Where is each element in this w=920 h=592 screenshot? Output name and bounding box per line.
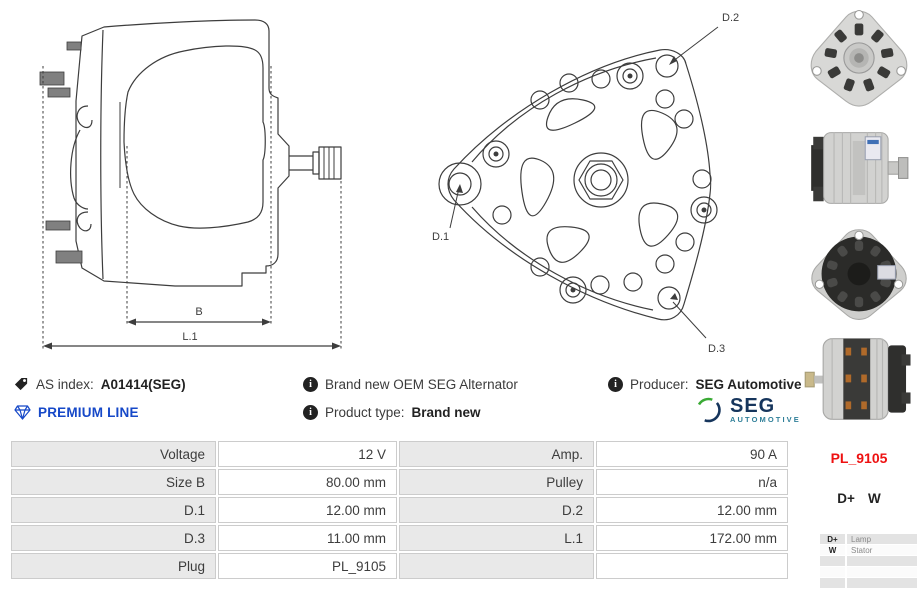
seg-logo-text: SEG	[730, 394, 776, 417]
pinout-desc: Stator	[847, 545, 917, 555]
dimension-label-d2: D.2	[722, 12, 740, 24]
spec-label: Voltage	[11, 441, 216, 467]
producer-row	[608, 377, 802, 392]
technical-drawing-side-view	[12, 6, 347, 364]
spec-label: Plug	[11, 553, 216, 579]
producer-label: Producer:	[630, 377, 689, 392]
spec-label: D.3	[11, 525, 216, 551]
seg-automotive-logo	[694, 395, 801, 425]
pinout-pin	[820, 578, 845, 588]
as-index-value: A01414(SEG)	[100, 377, 186, 392]
dimension-label-l1: L.1	[182, 331, 198, 343]
product-photo-angle[interactable]	[803, 322, 915, 436]
spec-value: 80.00 mm	[218, 469, 397, 495]
tag-icon	[14, 377, 29, 392]
brand-row	[303, 377, 518, 392]
dimension-label-d3: D.3	[708, 343, 726, 355]
pinout-pin	[820, 567, 845, 577]
plug-code: PL_9105	[830, 450, 888, 466]
technical-drawing-front-view	[388, 2, 753, 362]
pinout-desc: Lamp	[847, 534, 917, 544]
product-type-value: Brand new	[411, 405, 481, 420]
product-photo-side[interactable]	[803, 116, 915, 220]
spec-value: 11.00 mm	[218, 525, 397, 551]
pinout-pin: D+	[820, 534, 845, 544]
spec-value: 172.00 mm	[596, 525, 788, 551]
terminal-dplus: D+	[837, 491, 855, 506]
spec-value: n/a	[596, 469, 788, 495]
seg-logo-circle-icon	[694, 395, 724, 425]
premium-line-row[interactable]	[14, 405, 139, 420]
pinout-desc	[847, 578, 917, 588]
as-index-row	[14, 377, 186, 392]
pinout-desc	[847, 556, 917, 566]
terminal-w: W	[867, 491, 881, 506]
dimension-label-d1: D.1	[432, 231, 450, 243]
spec-value: PL_9105	[218, 553, 397, 579]
product-type-label: Product type:	[325, 405, 405, 420]
pinout-pin	[820, 556, 845, 566]
spec-table	[11, 441, 788, 579]
premium-line-label: PREMIUM LINE	[38, 405, 139, 420]
spec-value: 12.00 mm	[596, 497, 788, 523]
diamond-icon	[14, 405, 31, 420]
product-photo-front[interactable]	[803, 4, 915, 112]
product-type-row	[303, 405, 481, 420]
as-index-label: AS index:	[36, 377, 94, 392]
info-icon: i	[303, 405, 318, 420]
spec-label: L.1	[399, 525, 594, 551]
spec-label: D.1	[11, 497, 216, 523]
info-icon: i	[608, 377, 623, 392]
brand-text: Brand new OEM SEG Alternator	[325, 377, 518, 392]
spec-value: 12 V	[218, 441, 397, 467]
info-icon: i	[303, 377, 318, 392]
seg-logo-tagline: AUTOMOTIVE	[730, 414, 801, 424]
product-photo-rear[interactable]	[803, 224, 915, 328]
spec-label: Amp.	[399, 441, 594, 467]
spec-label: Size B	[11, 469, 216, 495]
spec-value	[596, 553, 788, 579]
dimension-label-b: B	[195, 306, 203, 318]
pinout-table	[820, 534, 917, 588]
terminal-labels	[803, 491, 915, 506]
producer-value: SEG Automotive	[695, 377, 802, 392]
spec-value: 90 A	[596, 441, 788, 467]
pinout-pin: W	[820, 545, 845, 555]
spec-label: D.2	[399, 497, 594, 523]
spec-label: Pulley	[399, 469, 594, 495]
pinout-desc	[847, 567, 917, 577]
spec-value: 12.00 mm	[218, 497, 397, 523]
spec-label	[399, 553, 594, 579]
